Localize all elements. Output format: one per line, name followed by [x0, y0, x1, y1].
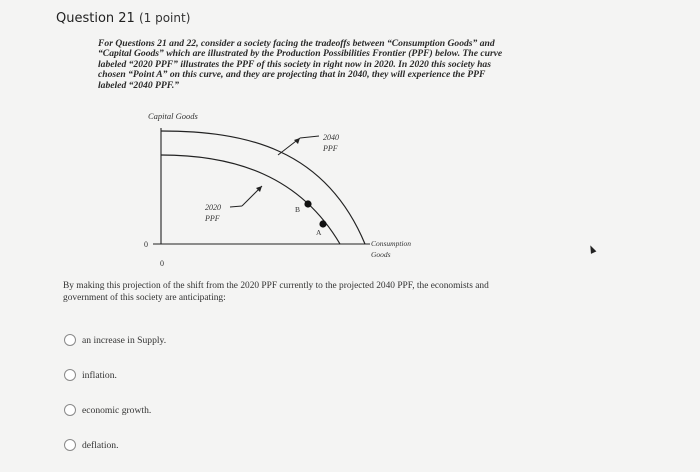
label-2020-ppf: PPF — [205, 214, 220, 223]
label-2040-ppf: PPF — [323, 144, 338, 153]
question-title: Question 21 — [56, 11, 135, 26]
ppf-graph — [135, 108, 435, 273]
radio-button[interactable] — [64, 439, 76, 451]
radio-button[interactable] — [64, 334, 76, 346]
origin-x-label: 0 — [160, 259, 164, 268]
question-points: (1 point) — [138, 11, 191, 25]
label-2040-year: 2040 — [323, 133, 339, 142]
sub-question-text: By making this projection of the shift from the 2020 PPF currently to the projected 2040 PPF, the economists and government of this society are anticipating: — [63, 281, 489, 303]
option-deflation[interactable] — [64, 439, 119, 451]
point-b-label: B — [295, 205, 301, 214]
option-label: deflation. — [82, 439, 119, 451]
shift-arrow-upper-head — [294, 138, 300, 144]
question-prompt: For Questions 21 and 22, consider a society facing the tradeoffs between “Consumption Goods” and “Capital Goods” which are illustrated by the Production Possibilities Frontier (PPF) below. The curve labeled “2020 PPF” illustrates the PPF of this society in right now in 2020. In 2020 this society has chosen “Point A” on this curve, and they are projecting that in 2040, they will experience the PPF labeled “2040 PPF.” — [98, 38, 503, 91]
option-economic-growth[interactable] — [64, 404, 151, 416]
option-label: an increase in Supply. — [82, 334, 167, 346]
radio-button[interactable] — [64, 404, 76, 416]
x-axis-label-line1: Consumption — [371, 239, 412, 248]
option-increase-in-supply[interactable] — [64, 334, 166, 346]
mouse-cursor-icon — [588, 244, 597, 254]
point-a-label: A — [316, 228, 322, 237]
question-header — [56, 11, 190, 26]
point-a-marker — [319, 220, 326, 227]
option-label: inflation. — [82, 369, 117, 381]
point-b-marker — [304, 200, 311, 207]
origin-y-label: 0 — [144, 240, 148, 249]
label-2020-year: 2020 — [205, 203, 221, 212]
y-axis-label: Capital Goods — [148, 111, 198, 121]
leader-2040 — [300, 136, 319, 138]
option-inflation[interactable] — [64, 369, 117, 381]
option-label: economic growth. — [82, 404, 152, 416]
ppf-2020-curve — [161, 155, 340, 244]
radio-button[interactable] — [64, 369, 76, 381]
x-axis-label-line2: Goods — [371, 250, 391, 259]
leader-2020 — [230, 206, 242, 207]
